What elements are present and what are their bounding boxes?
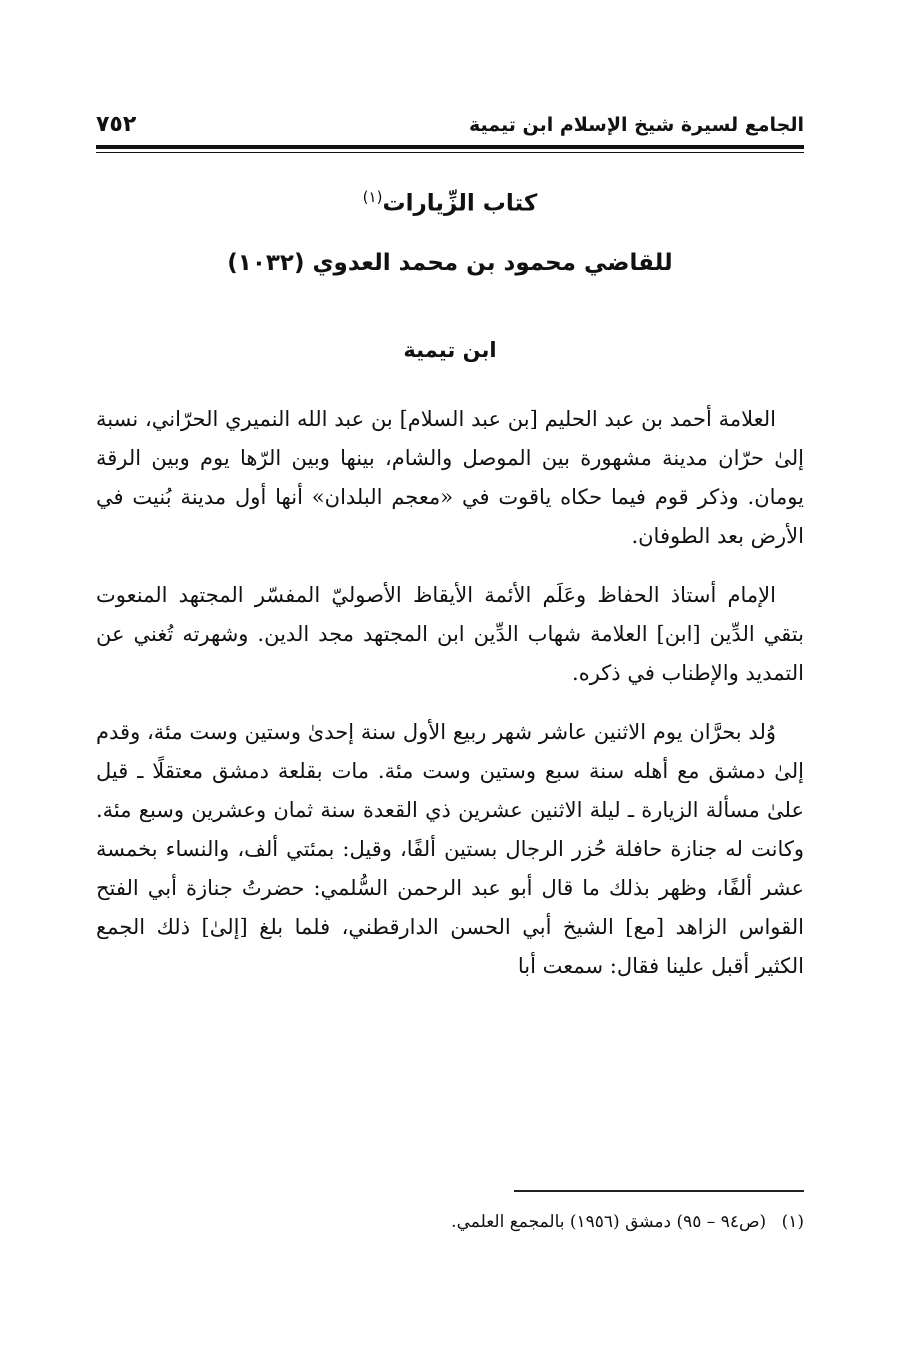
running-title: الجامع لسيرة شيخ الإسلام ابن تيمية xyxy=(468,114,804,136)
page-header xyxy=(96,112,804,142)
footnote-text: (ص٩٤ – ٩٥) دمشق (١٩٥٦) بالمجمع العلمي. xyxy=(451,1212,767,1232)
footnote-rule xyxy=(514,1190,804,1192)
footnote xyxy=(96,1212,804,1232)
book-title-text: كتاب الزِّيارات xyxy=(382,190,538,217)
book-title xyxy=(96,188,804,217)
page-number: ٧٥٢ xyxy=(96,112,137,137)
footnote-reference: (١) xyxy=(362,188,383,206)
header-rule-thin xyxy=(96,152,804,153)
footnote-number: (١) xyxy=(781,1212,804,1232)
body-text xyxy=(96,400,804,1006)
paragraph: العلامة أحمد بن عبد الحليم [بن عبد السلام] بن عبد الله النميري الحرّاني، نسبة إلىٰ حرّان مدينة مشهورة بين الموصل والشام، بينها وبين الرّها يوم وبين الرقة يومان. وذكر قوم فيما حكاه ياقوت في «معجم البلدان» أنها أول مدينة بُنيت في الأرض بعد الطوفان. xyxy=(96,407,804,548)
section-heading: ابن تيمية xyxy=(403,338,497,362)
paragraph: وُلد بحرَّان يوم الاثنين عاشر شهر ربيع الأول سنة إحدىٰ وستين وست مئة، وقدم إلىٰ دمشق مع أهله سنة سبع وستين وست مئة. مات بقلعة دمشق معتقلًا ـ قيل علىٰ مسألة الزيارة ـ ليلة الاثنين عشرين ذي القعدة سنة ثمان وعشرين وسبع مئة. وكانت له جنازة حافلة حُزر الرجال بستين ألفًا، وقيل: بمئتي ألف، والنساء بخمسة عشر ألفًا، وظهر بذلك ما قال أبو عبد الرحمن السُّلمي: حضرتُ جنازة أبي الفتح القواس الزاهد [مع] الشيخ أبي الحسن الدارقطني، فلما بلغ [إلىٰ] ذلك الجمع الكثير أقبل علينا فقال: سمعت أبا xyxy=(96,720,804,978)
header-rule-thick xyxy=(96,145,804,149)
book-author: للقاضي محمود بن محمد العدوي (١٠٣٢) xyxy=(227,250,673,276)
paragraph: الإمام أستاذ الحفاظ وعَلَم الأئمة الأيقاظ الأصوليّ المفسّر المجتهد المنعوت بتقي الدِّين [ابن] العلامة شهاب الدِّين ابن المجتهد مجد الدين. وشهرته تُغني عن التمديد والإطناب في ذكره. xyxy=(96,583,804,685)
